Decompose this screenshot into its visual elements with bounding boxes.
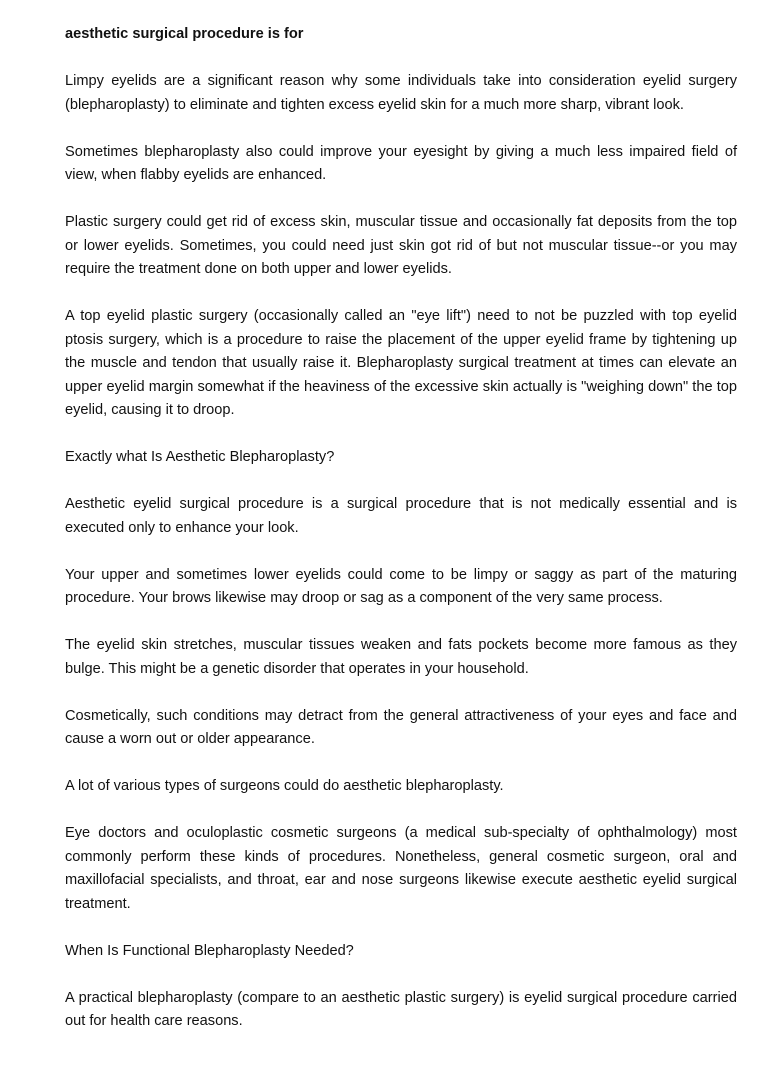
paragraph-skin-stretches: The eyelid skin stretches, muscular tissues weaken and fats pockets become more famous as they bulge. This might be a genetic disorder that operates in your household. [65,637,737,677]
paragraph-excess-skin: Plastic surgery could get rid of excess skin, muscular tissue and occasionally fat deposits from the top or lower eyelids. Sometimes, you could need just skin got rid of but not muscular tissue--or you may require the treatment done on both upper and lower eyelids. [65,214,737,277]
paragraph-cosmetically: Cosmetically, such conditions may detract from the general attractiveness of your eyes and face and cause a worn out or older appearance. [65,707,737,747]
section-heading-functional: When Is Functional Blepharoplasty Needed? [65,942,354,959]
paragraph-ptosis: A top eyelid plastic surgery (occasionally called an "eye lift") need to not be puzzled with top eyelid ptosis surgery, which is a procedure to raise the placement of the upper eyelid frame by tightening up the muscle and tendon that usually raise it. Blepharoplasty surgical treatment at times can elevate an upper eyelid margin somewhat if the heaviness of the excessive skin actually is "weighing down" the top eyelid, causing it to droop. [65,308,737,418]
paragraph-surgeon-types: A lot of various types of surgeons could do aesthetic blepharoplasty. [65,778,504,794]
paragraph-practical: A practical blepharoplasty (compare to an aesthetic plastic surgery) is eyelid surgical procedure carried out for health care reasons. [65,989,737,1029]
section-heading-aesthetic: Exactly what Is Aesthetic Blepharoplasty? [65,449,335,465]
paragraph-aesthetic-definition: Aesthetic eyelid surgical procedure is a surgical procedure that is not medically essential and is executed only to enhance your look. [65,496,737,536]
document-title: aesthetic surgical procedure is for [65,26,304,42]
paragraph-eyesight: Sometimes blepharoplasty also could improve your eyesight by giving a much less impaired field of view, when flabby eyelids are enhanced. [65,143,737,183]
paragraph-eye-doctors: Eye doctors and oculoplastic cosmetic surgeons (a medical sub-specialty of ophthalmology) most commonly perform these kinds of procedures. Nonetheless, general cosmetic surgeon, oral and maxillofacial specialists, and throat, ear and nose surgeons likewise execute aesthetic eyelid surgical treatment. [65,825,737,912]
paragraph-aging: Your upper and sometimes lower eyelids could come to be limpy or saggy as part of the maturing procedure. Your brows likewise may droop or sag as a component of the very same process. [65,566,737,606]
paragraph-limpy-eyelids: Limpy eyelids are a significant reason why some individuals take into consideration eyelid surgery (blepharoplasty) to eliminate and tighten excess eyelid skin for a much more sharp, vibrant look. [65,73,737,113]
